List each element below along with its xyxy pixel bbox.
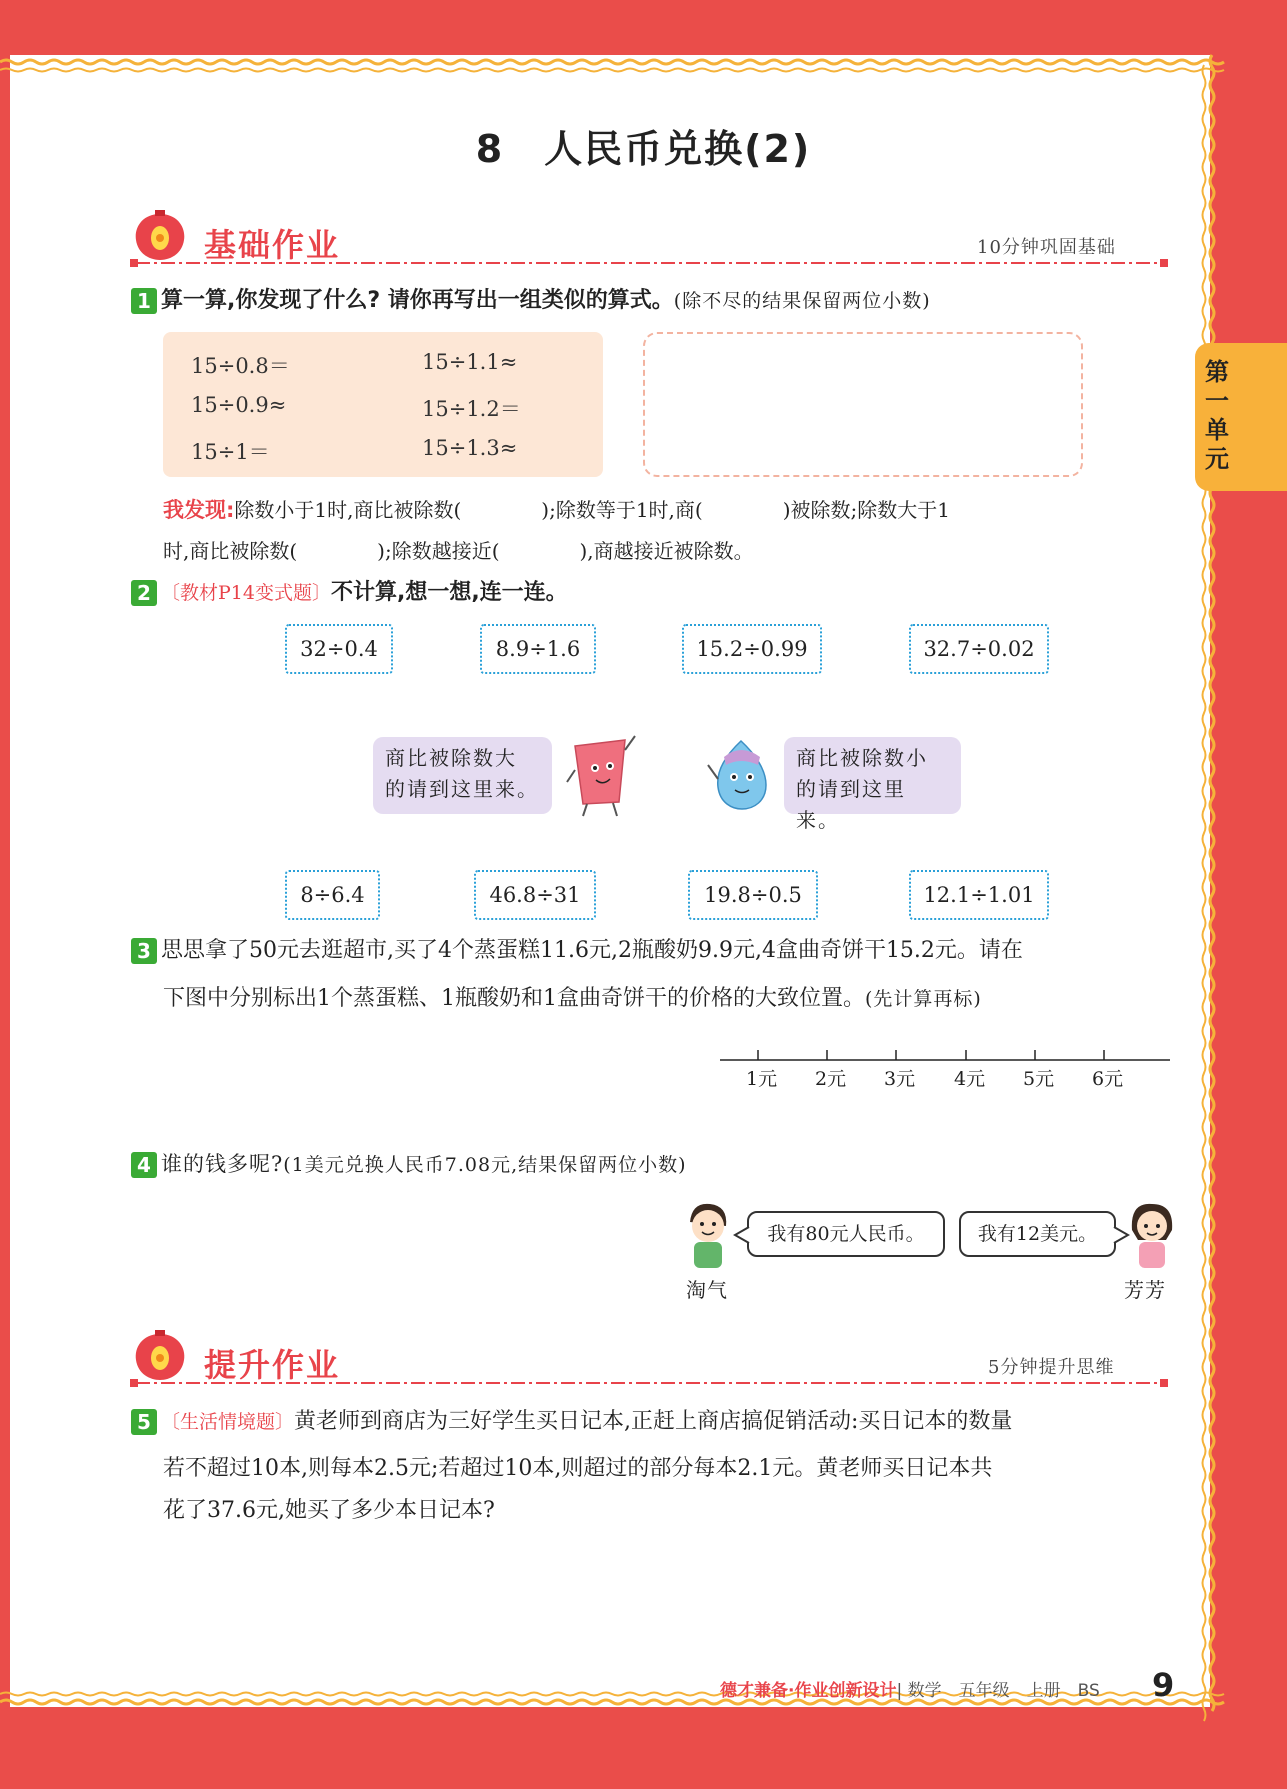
girl-fangfang-icon [1126,1200,1176,1272]
boy-taoqi-icon [682,1200,732,1272]
question-3-line-2-wrap [163,981,982,1012]
footer-info: | 数学 五年级 上册 BS [896,1681,1100,1701]
question-2-text: 不计算,想一想,连一连。 [330,580,568,605]
formula: 15÷1.2＝ [422,397,521,421]
section-divider [130,256,1170,270]
question-number: 3 [131,938,157,964]
page-title: 8 人民币兑换(2) [475,127,812,171]
expression-card[interactable]: 8.9÷1.6 [480,624,596,674]
expression-card[interactable]: 46.8÷31 [474,870,596,920]
question-4 [131,1150,687,1179]
question-3 [131,937,1023,965]
expression-card[interactable]: 15.2÷0.99 [682,624,822,674]
formula: 15÷1.3≈ [422,436,518,460]
question-5-line-3: 花了37.6元,她买了多少本日记本? [163,1498,495,1523]
answer-box[interactable] [643,332,1083,477]
question-2-tag: 〔教材P14变式题〕 [161,582,331,604]
expression-card[interactable]: 8÷6.4 [285,870,380,920]
unit-side-tab-label: 第一单元 [1205,358,1229,473]
question-1 [131,287,931,315]
speech-bubble-larger[interactable] [373,737,552,814]
discovery-line-2: 时,商比被除数( );除数越接近( ),商越接近被除数。 [163,539,754,563]
blue-drop-character-icon [706,735,776,815]
question-number: 5 [131,1409,157,1435]
question-3-line-2: 下图中分别标出1个蒸蛋糕、1瓶酸奶和1盒曲奇饼干的价格的大致位置。 [163,986,865,1011]
question-2 [131,579,568,607]
discovery-text-1: 除数小于1时,商比被除数( );除数等于1时,商( )被除数;除数大于1 [234,498,950,522]
name-taoqi: 淘气 [686,1278,728,1302]
question-5-line-1: 黄老师到商店为三好学生买日记本,正赶上商店搞促销活动:买日记本的数量 [294,1409,1013,1434]
formula: 15÷0.9≈ [191,393,287,417]
question-3-note: (先计算再标) [865,988,982,1010]
tick-label: 4元 [954,1068,986,1090]
formula: 15÷1＝ [191,440,270,464]
bubble-line: 商比被除数大 [385,746,517,770]
question-number: 2 [131,580,157,606]
tick-label: 2元 [815,1068,847,1090]
discovery-label: 我发现: [163,498,235,522]
question-5 [131,1408,1012,1436]
section-advanced-subtitle: 5分钟提升思维 [988,1357,1115,1378]
speech-bubble-smaller[interactable] [784,737,961,832]
bubble-line: 的请到这里来。 [796,777,906,832]
tick-label: 1元 [746,1068,778,1090]
page-number: 9 [1152,1666,1175,1704]
question-5-tag: 〔生活情境题〕 [161,1411,295,1433]
name-fangfang: 芳芳 [1124,1278,1166,1302]
question-4-text: 谁的钱多呢? [161,1152,284,1176]
expression-card[interactable]: 19.8÷0.5 [688,870,818,920]
question-4-note: (1美元兑换人民币7.08元,结果保留两位小数) [283,1154,687,1176]
question-5-line-2: 若不超过10本,则每本2.5元;若超过10本,则超过的部分每本2.1元。黄老师买日记本共 [163,1456,993,1481]
question-1-note: (除不尽的结果保留两位小数) [673,290,931,312]
speech-bubble-taoqi[interactable]: 我有80元人民币。 [747,1211,945,1257]
bubble-pointer [733,1225,751,1245]
formula: 15÷0.8＝ [191,354,290,378]
question-number: 1 [131,288,157,314]
discovery-line-1 [163,494,950,524]
footer-brand: 德才兼备·作业创新设计 [720,1681,897,1701]
footer [720,1676,1100,1701]
section-basic-subtitle: 10分钟巩固基础 [977,237,1116,258]
question-1-text: 算一算,你发现了什么? 请你再写出一组类似的算式。 [161,288,674,313]
speech-bubble-fangfang[interactable]: 我有12美元。 [959,1211,1116,1257]
section-basic-title: 基础作业 [204,226,341,264]
expression-card[interactable]: 12.1÷1.01 [909,870,1049,920]
section-advanced-title: 提升作业 [204,1346,341,1384]
question-number: 4 [131,1152,157,1178]
bubble-line: 商比被除数小 [796,746,928,770]
red-cup-character-icon [565,730,640,820]
section-divider [130,1376,1170,1390]
tick-label: 3元 [884,1068,916,1090]
formula: 15÷1.1≈ [422,350,518,374]
expression-card[interactable]: 32.7÷0.02 [909,624,1049,674]
expression-card[interactable]: 32÷0.4 [285,624,393,674]
question-3-line-1: 思思拿了50元去逛超市,买了4个蒸蛋糕11.6元,2瓶酸奶9.9元,4盒曲奇饼干15.2元。请在 [161,938,1023,963]
tick-label: 6元 [1092,1068,1124,1090]
bubble-line: 的请到这里来。 [385,777,539,801]
tick-label: 5元 [1023,1068,1055,1090]
